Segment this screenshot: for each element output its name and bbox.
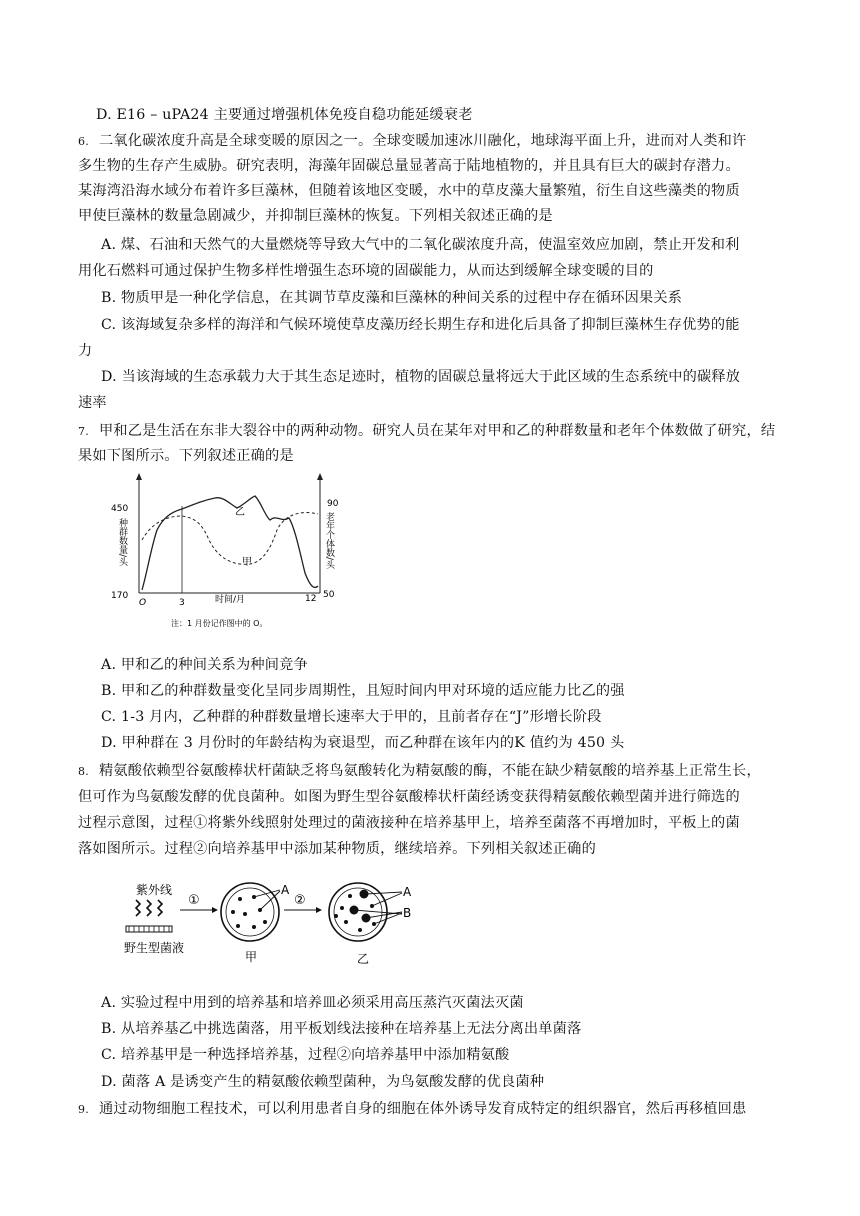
series-jia-curve	[142, 513, 318, 565]
q8-option-c: C. 培养基甲是一种选择培养基，过程②向培养基甲中添加精氨酸	[101, 1047, 510, 1063]
series-yi-curve	[142, 496, 318, 590]
q9-number: 9.	[78, 1103, 89, 1116]
q7-number: 7.	[78, 425, 89, 438]
left-top-label: 450	[111, 504, 129, 514]
step-1-label: ①	[188, 893, 200, 908]
step-2-label: ②	[294, 893, 306, 908]
q8-option-a: A. 实验过程中用到的培养基和培养皿必须采用高压蒸汽灭菌法灭菌	[101, 995, 524, 1011]
plate-yi-label: 乙	[357, 952, 370, 966]
x-axis-title: 时间/月	[215, 595, 246, 605]
colony-dot	[231, 910, 235, 914]
arrow-icon	[212, 907, 218, 913]
q7-stem-line: 甲和乙是生活在东非大裂谷中的两种动物。研究人员在某年对甲和乙的种群数量和老年个体数做了研究，结	[99, 423, 776, 439]
left-axis-arrow	[136, 473, 142, 480]
q6-number: 6.	[78, 135, 89, 148]
chart-note: 注：1 月份记作图中的 O。	[171, 619, 268, 628]
q7-option-d: D. 甲种群在 3 月份时的年龄结构为衰退型，而乙种群在该年内的K 值约为 450 头	[101, 735, 625, 751]
x-tick-3: 3	[179, 598, 185, 608]
colony-dot	[243, 912, 247, 916]
q6-stem-line: 多生物的生存产生威胁。研究表明，海藻年固碳总量显著高于陆地植物的，并且具有巨大的碳封存潜力。	[78, 158, 740, 174]
colony-dot	[236, 924, 240, 928]
colony-dot	[252, 925, 256, 929]
uv-label: 紫外线	[136, 883, 173, 897]
q8-stem-line: 精氨酸依赖型谷氨酸棒状杆菌缺乏将鸟氨酸转化为精氨酸的酶，不能在缺少精氨酸的培养基上正常生长，	[99, 763, 761, 779]
q6-stem-line: 二氧化碳浓度升高是全球变暖的原因之一。全球变暖加速冰川融化，地球海平面上升，进而对人类和许	[99, 133, 747, 149]
uv-ray-icon	[136, 900, 140, 916]
right-axis-arrow	[317, 473, 323, 480]
arrow-icon	[316, 907, 322, 913]
q8-stem-line: 过程示意图，过程①将紫外线照射处理过的菌液接种在培养基甲上，培养至菌落不再增加时，平板上的菌	[78, 815, 740, 831]
x-origin-label: O	[139, 598, 147, 608]
q8-option-d: D. 菌落 A 是诱变产生的精氨酸依赖型菌种，为鸟氨酸发酵的优良菌种	[101, 1074, 545, 1090]
uv-ray-icon	[158, 900, 162, 916]
q7-option-c: C. 1-3 月内，乙种群的种群数量增长速率大于甲的，且前者存在“J”形增长阶段	[101, 709, 602, 725]
colony-a-label-yi: A	[403, 885, 412, 899]
right-axis-title: 老年个体数/头	[324, 512, 334, 570]
q8-number: 8.	[78, 765, 89, 778]
wild-type-liquid-label: 野生型菌液	[124, 941, 185, 955]
plate-jia	[221, 883, 279, 941]
q6-option-d: D. 当该海域的生态承载力大于其生态足迹时，植物的固碳总量将远大于此区域的生态系统中的碳释放	[101, 369, 741, 385]
q6-option-c: C. 该海域复杂多样的海洋和气候环境使草皮藻历经长期生存和进化后具备了抑制巨藻林生存优势的能	[101, 317, 740, 333]
colony-dot	[263, 920, 267, 924]
q7-stem-line: 果如下图所示。下列叙述正确的是	[78, 448, 294, 464]
q6-stem-line: 甲使巨藻林的数量急剧减少，并抑制巨藻林的恢复。下列相关叙述正确的是	[78, 208, 553, 224]
q6-option-a-cont: 用化石燃料可通过保护生物多样性增强生态环境的固碳能力，从而达到缓解全球变暖的目的	[78, 263, 654, 279]
right-top-label: 90	[327, 499, 339, 509]
q7-option-b: B. 甲和乙的种群数量变化呈同步周期性，且短时间内甲对环境的适应能力比乙的强	[101, 683, 625, 699]
q8-stem-line: 落如图所示。过程②向培养基甲中添加某种物质，继续培养。下列相关叙述正确的	[78, 841, 596, 857]
q6-option-b: B. 物质甲是一种化学信息，在其调节草皮藻和巨藻林的种间关系的过程中存在循环因果关系	[101, 290, 683, 306]
left-bottom-label: 170	[111, 591, 129, 601]
q6-option-d-cont: 速率	[78, 395, 107, 411]
colony-dot	[344, 920, 348, 924]
x-tick-12: 12	[305, 594, 317, 604]
plate-jia-label: 甲	[245, 950, 258, 964]
q5-option-d: D. E16 – uPA24 主要通过增强机体免疫自稳功能延缓衰老	[96, 107, 473, 123]
colony-dot	[238, 897, 242, 901]
left-axis-title: 种群数量/头	[117, 518, 127, 567]
q6-stem-line: 某海湾沿海水域分布着许多巨藻林，但随着该地区变暖，水中的草皮藻大量繁殖，衍生自这些藻类的物质	[78, 183, 740, 199]
q7-option-a: A. 甲和乙的种间关系为种间竞争	[101, 657, 308, 673]
colony-a-label-jia: A	[281, 883, 290, 897]
colony-dot	[340, 906, 344, 910]
colony-dot	[358, 928, 362, 932]
q6-option-c-cont: 力	[78, 343, 93, 359]
right-bottom-label: 50	[323, 590, 335, 600]
series-yi-label: 乙	[235, 507, 245, 518]
q8-option-b: B. 从培养基乙中挑选菌落，用平板划线法接种在培养基上无法分离出单菌落	[101, 1021, 582, 1037]
population-chart	[105, 468, 365, 638]
colony-dot	[334, 914, 338, 918]
series-jia-label: 甲	[242, 557, 252, 568]
q8-stem-line: 但可作为鸟氨酸发酵的优良菌种。如图为野生型谷氨酸棒状杆菌经诱变获得精氨酸依赖型菌并进行筛选的	[78, 789, 740, 805]
colony-dot	[348, 894, 352, 898]
q9-stem-line: 通过动物细胞工程技术，可以利用患者自身的细胞在体外诱导发育成特定的组织器官，然后再移植回患	[99, 1101, 747, 1117]
q6-option-a: A. 煤、石油和天然气的大量燃烧等导致大气中的二氧化碳浓度升高，使温室效应加剧，禁止开发和利	[101, 237, 740, 253]
uv-ray-icon	[147, 900, 151, 916]
screening-diagram	[120, 872, 440, 968]
colony-b-label: B	[403, 906, 412, 920]
